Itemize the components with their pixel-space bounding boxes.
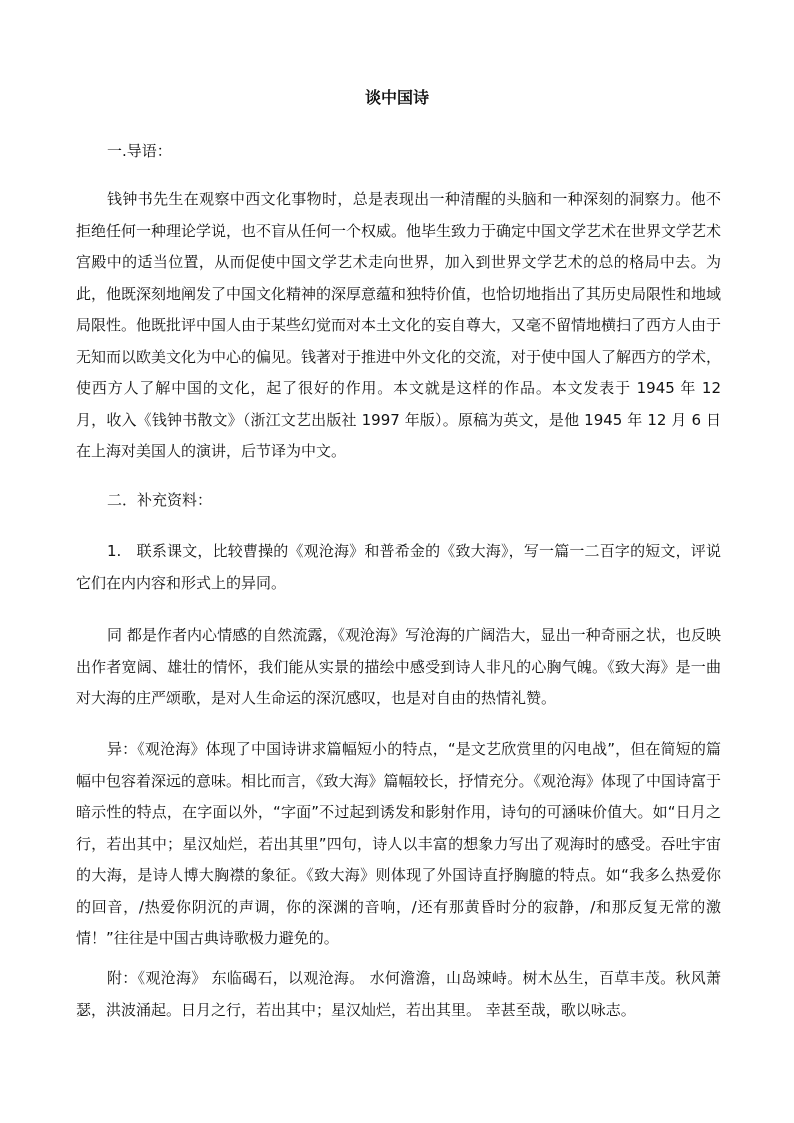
appendix-poem-paragraph: 附：《观沧海》 东临碣石，以观沧海。 水何澹澹，山岛竦峙。树木丛生，百草丰茂。秋风萧瑟，洪波涌起。日月之行，若出其中；星汉灿烂，若出其里。 幸甚至哉，歌以咏志。: [76, 969, 721, 1019]
section-1-body: 钱钟书先生在观察中西文化事物时，总是表现出一种清醒的头脑和一种深刻的洞察力。他不拒绝任何一种理论学说，也不盲从任何一个权威。他毕生致力于确定中国文学艺术在世界文学艺术宫殿中的适当位置，从而促使中国文学艺术走向世界，加入到世界文学艺术的总的格局中去。为此，他既深刻地阐发了中国文化精神的深厚意蕴和独特价值，也恰切地指出了其历史局限性和地域局限性。他既批评中国人由于某些幻觉而对本土文化的妄自尊大，又毫不留情地横扫了西方人由于无知而以欧美文化为中心的偏见。钱著对于推进中外文化的交流，对于使中国人了解西方的学术，使西方人了解中国的文化，起了很好的作用。本文就是这样的作品。本文发表于 1945 年 12 月，收入《钱钟书散文》（浙江文艺出版社 1997 年版）。原稿为英文，是他 1945 年 12 月 6 日在上海对美国人的演讲，后节译为中文。: [76, 190, 722, 460]
supplement-item-1: 1. 联系课文，比较曹操的《观沧海》和普希金的《致大海》，写一篇一二百字的短文，评说它们在内内容和形式上的异同。: [76, 542, 721, 592]
document-title: 谈中国诗: [364, 88, 429, 107]
section-2-heading: 二．补充资料：: [107, 491, 213, 509]
section-1-heading: 一.导语：: [107, 142, 172, 160]
comparison-different-paragraph: 异：《观沧海》体现了中国诗讲求篇幅短小的特点，“是文艺欣赏里的闪电战”，但在简短的篇幅中包容着深远的意味。相比而言，《致大海》篇幅较长，抒情充分。《观沧海》体现了中国诗富于暗示性的特点，在字面以外，“字面”不过起到诱发和影射作用，诗句的可涵味价值大。如“日月之行，若出其中；星汉灿烂，若出其里”四句，诗人以丰富的想象力写出了观海时的感受。吞吐宇宙的大海，是诗人博大胸襟的象征。《致大海》则体现了外国诗直抒胸臆的特点。如“我多么热爱你的回音，/热爱你阴沉的声调，你的深渊的音响，/还有那黄昏时分的寂静，/和那反复无常的激情！”往往是中国古典诗歌极力避免的。: [76, 740, 722, 947]
comparison-same-paragraph: 同 都是作者内心情感的自然流露，《观沧海》写沧海的广阔浩大，显出一种奇丽之状，也反映出作者宽阔、雄壮的情怀，我们能从实景的描绘中感受到诗人非凡的心胸气魄。《致大海》是一曲对大海的庄严颂歌，是对人生命运的深沉感叹，也是对自由的热情礼赞。: [76, 626, 721, 707]
